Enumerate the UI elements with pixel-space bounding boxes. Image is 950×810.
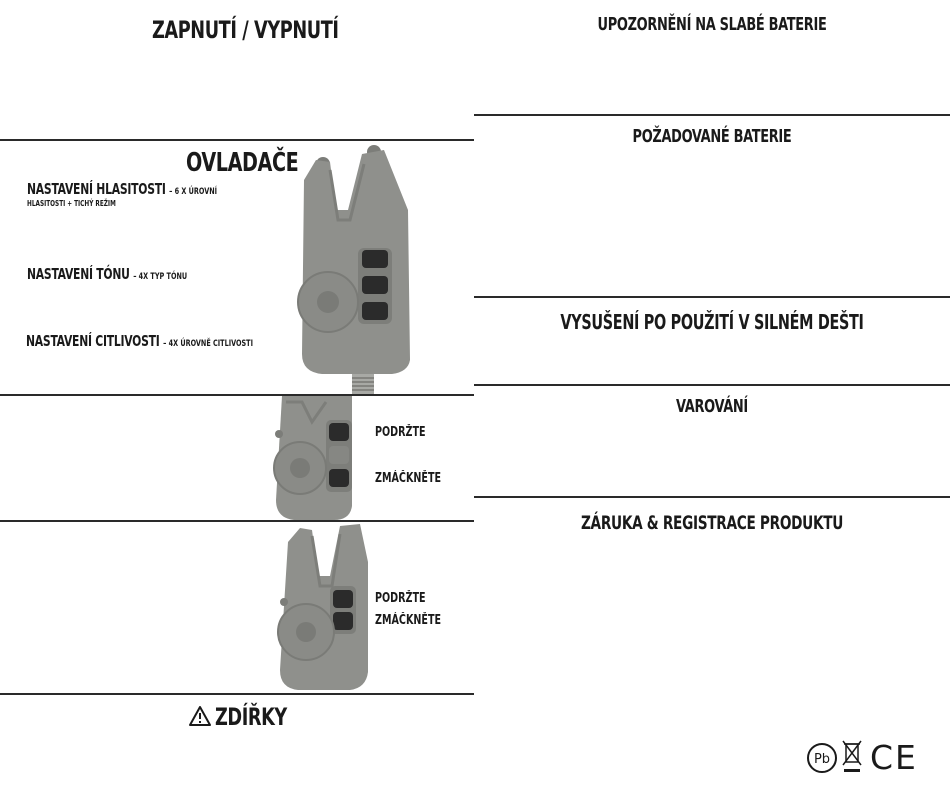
weee-bin-icon <box>842 740 862 774</box>
pb-text: Pb <box>813 752 831 767</box>
pb-free-icon <box>806 742 838 774</box>
volume-label-text: NASTAVENÍ HLASITOSTI <box>27 180 166 198</box>
sockets-title: ZDÍŘKY <box>215 703 287 731</box>
ce-mark-icon: CE <box>870 738 918 777</box>
volume-label <box>27 180 217 198</box>
divider-left-4 <box>0 693 474 695</box>
bite-alarm-illustration <box>296 140 426 396</box>
volume-detail-line2: HLASITOSTI + TICHÝ REŽIM <box>27 199 116 208</box>
sensitivity-label <box>26 332 253 350</box>
sensitivity-detail: – 4X ÚROVNĚ CITLIVOSTI <box>163 339 253 349</box>
certification-marks <box>806 740 918 776</box>
volume-detail: – 6 X ÚROVNÍ <box>169 187 218 197</box>
batteries-title: POŽADOVANÉ BATERIE <box>632 126 792 147</box>
tone-label <box>27 265 187 283</box>
divider-right-1 <box>474 114 950 116</box>
alarm-step2-illustration <box>274 522 374 694</box>
step1-press-label: ZMÁČKNĚTE <box>375 471 442 486</box>
warranty-title: ZÁRUKA & REGISTRACE PRODUKTU <box>580 512 844 534</box>
divider-left-3 <box>0 520 474 522</box>
step2-press-label: ZMÁČKNĚTE <box>375 613 442 628</box>
sensitivity-label-text: NASTAVENÍ CITLIVOSTI <box>26 332 160 350</box>
divider-right-4 <box>474 496 950 498</box>
step1-hold-label: PODRŽTE <box>375 425 426 440</box>
warning-title: VAROVÁNÍ <box>676 396 748 417</box>
divider-right-2 <box>474 296 950 298</box>
controls-title: OVLADAČE <box>186 148 299 178</box>
divider-left-2 <box>0 394 474 396</box>
tone-label-text: NASTAVENÍ TÓNU <box>27 265 130 283</box>
tone-detail: – 4X TYP TÓNU <box>133 272 188 282</box>
power-title: ZAPNUTÍ / VYPNUTÍ <box>152 16 339 44</box>
step2-hold-label: PODRŽTE <box>375 591 426 606</box>
drying-title: VYSUŠENÍ PO POUŽITÍ V SILNÉM DEŠTI <box>560 310 864 334</box>
divider-right-3 <box>474 384 950 386</box>
alarm-step1-illustration <box>272 396 372 522</box>
warning-triangle-icon <box>188 705 212 727</box>
low-battery-title: UPOZORNĚNÍ NA SLABÉ BATERIE <box>597 14 827 35</box>
